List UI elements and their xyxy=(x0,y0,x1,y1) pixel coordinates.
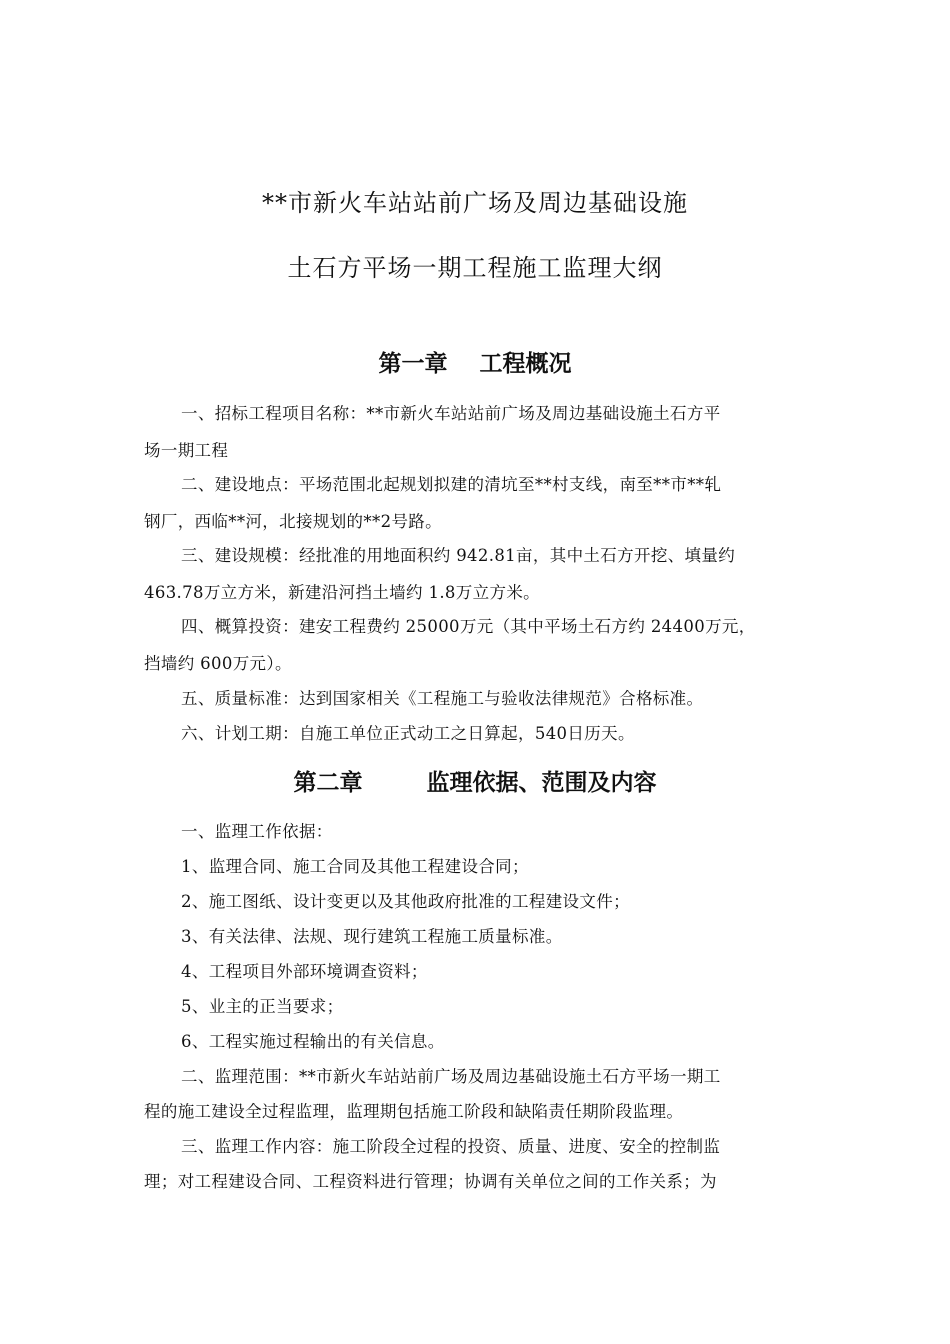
chapter2-scope-line2: 程的施工建设全过程监理，监理期包括施工阶段和缺陷责任期阶段监理。 xyxy=(144,1102,684,1121)
chapter1-item1-line1: 一、招标工程项目名称：**市新火车站站前广场及周边基础设施土石方平 xyxy=(181,404,721,423)
chapter1-item4-line1: 四、概算投资：建安工程费约 25000万元（其中平场土石方约 24400万元， xyxy=(181,617,756,636)
chapter2-basis-item: 2、施工图纸、设计变更以及其他政府批准的工程建设文件； xyxy=(181,892,630,911)
chapter1-item3-line1: 三、建设规模：经批准的用地面积约 942.81亩，其中土石方开挖、填量约 xyxy=(181,546,736,565)
document-title-line-2: 土石方平场一期工程施工监理大纲 xyxy=(287,254,663,282)
chapter1-item3-line2: 463.78万立方米，新建沿河挡土墙约 1.8万立方米。 xyxy=(144,583,541,602)
chapter2-basis-item: 6、工程实施过程输出的有关信息。 xyxy=(181,1032,445,1051)
chapter1-item1-line2: 场一期工程 xyxy=(144,441,229,460)
chapter-2-heading: 第二章 监理依据、范围及内容 xyxy=(293,770,657,796)
chapter2-basis-item: 1、监理合同、施工合同及其他工程建设合同； xyxy=(181,857,529,876)
chapter-1-heading: 第一章 工程概况 xyxy=(378,351,572,377)
chapter2-basis-title: 一、监理工作依据： xyxy=(181,822,333,841)
chapter1-item6: 六、计划工期：自施工单位正式动工之日算起，540日历天。 xyxy=(181,724,635,743)
chapter1-item2-line1: 二、建设地点：平场范围北起规划拟建的清坑至**村支线，南至**市**轧 xyxy=(181,475,722,494)
chapter1-item4-line2: 挡墙约 600万元）。 xyxy=(144,654,292,673)
chapter1-item5: 五、质量标准：达到国家相关《工程施工与验收法律规范》合格标准。 xyxy=(181,689,704,708)
chapter1-item2-line2: 钢厂，西临**河，北接规划的**2号路。 xyxy=(144,512,442,531)
chapter2-content-line2: 理；对工程建设合同、工程资料进行管理；协调有关单位之间的工作关系；为 xyxy=(144,1172,717,1191)
chapter2-basis-item: 5、业主的正当要求； xyxy=(181,997,344,1016)
document-title-line-1: **市新火车站站前广场及周边基础设施 xyxy=(262,189,688,217)
chapter2-scope-line1: 二、监理范围：**市新火车站站前广场及周边基础设施土石方平场一期工 xyxy=(181,1067,721,1086)
chapter2-basis-item: 4、工程项目外部环境调查资料； xyxy=(181,962,428,981)
chapter2-basis-item: 3、有关法律、法规、现行建筑工程施工质量标准。 xyxy=(181,927,563,946)
chapter2-content-line1: 三、监理工作内容：施工阶段全过程的投资、质量、进度、安全的控制监 xyxy=(181,1137,721,1156)
